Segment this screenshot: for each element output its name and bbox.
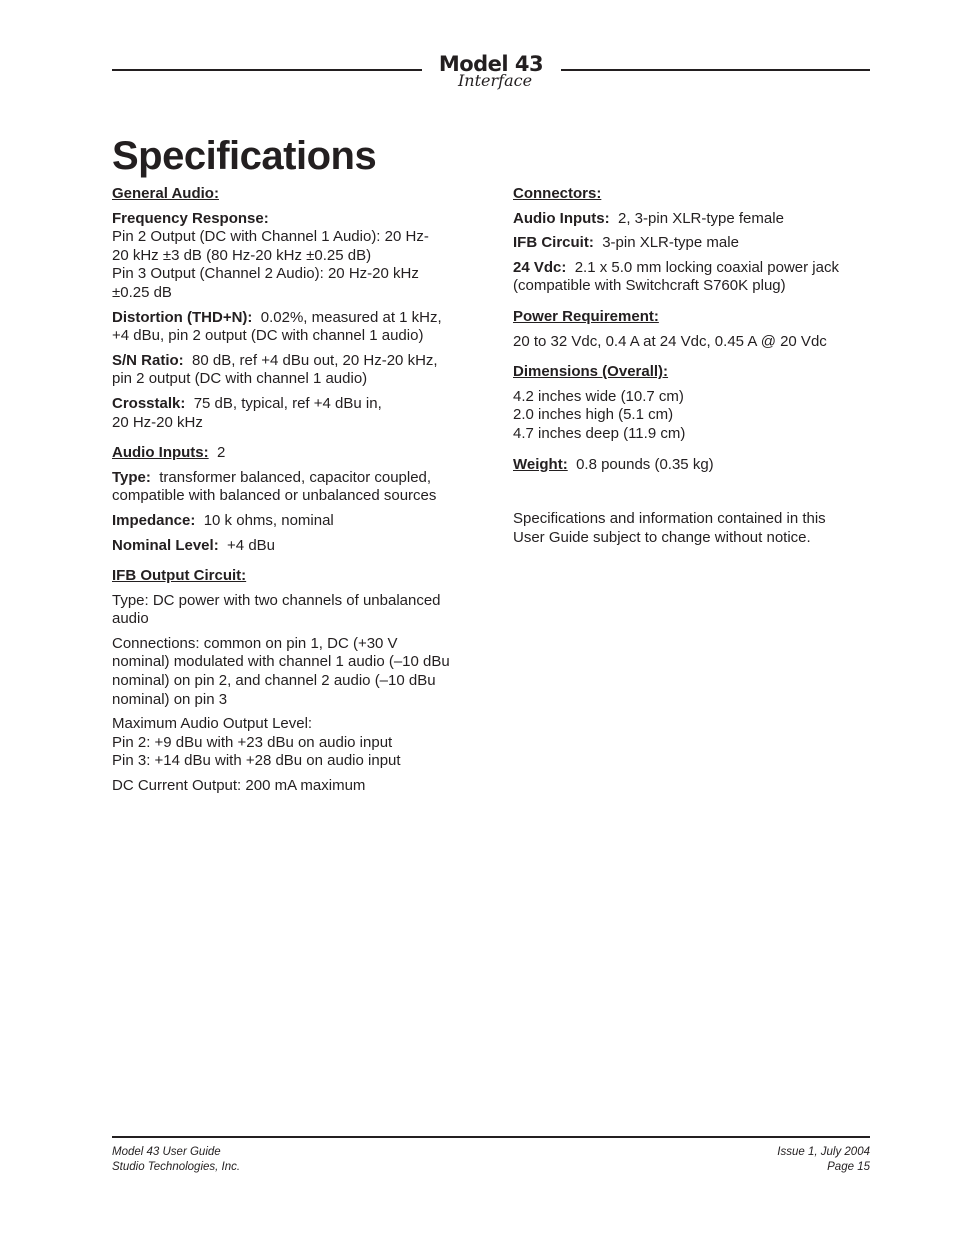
frequency-line: Pin 2 Output (DC with Channel 1 Audio): 20 Hz-: [112, 228, 429, 246]
connections-line: nominal) modulated with channel 1 audio (–10 dBu: [112, 653, 450, 671]
crosstalk-value: 75 dB, typical, ref +4 dBu in,: [193, 394, 382, 412]
ifb-type-line: Type: DC power with two channels of unbalanced: [112, 591, 441, 609]
connections-line: Connections: common on pin 1, DC (+30 V: [112, 634, 398, 652]
dimension-line: 2.0 inches high (5.1 cm): [513, 406, 674, 424]
right-column: [513, 185, 873, 553]
dimension-line: 4.2 inches wide (10.7 cm): [513, 387, 684, 405]
connector-ifb-value: 3-pin XLR-type male: [602, 234, 739, 252]
distortion-value: 0.02%, measured at 1 kHz,: [260, 308, 442, 326]
frequency-line: ±0.25 dB: [112, 283, 172, 301]
footer-right: [777, 1145, 870, 1174]
type-value: compatible with balanced or unbalanced sources: [112, 487, 437, 505]
ifb-dc-current: [112, 777, 482, 796]
frequency-response-label: Frequency Response:: [112, 209, 269, 227]
connector-24vdc-value: 2.1 x 5.0 mm locking coaxial power jack: [574, 258, 839, 276]
logo-subtitle: Interface: [457, 71, 533, 90]
section-weight: [513, 456, 873, 475]
notice-line: User Guide subject to change without notice.: [513, 528, 811, 546]
connections-line: nominal) on pin 3: [112, 690, 228, 708]
spec-crosstalk: [112, 395, 482, 432]
footer-company: Studio Technologies, Inc.: [112, 1160, 241, 1173]
audio-inputs-value: 2: [217, 444, 226, 462]
connector-24vdc-value: (compatible with Switchcraft S760K plug): [513, 277, 786, 295]
section-dimensions: Dimensions (Overall):: [513, 363, 669, 381]
footer-guide-name: Model 43 User Guide: [112, 1146, 221, 1158]
connector-24vdc-label: 24 Vdc:: [513, 258, 567, 276]
audio-inputs-label: Audio Inputs:: [112, 444, 209, 462]
spec-sn-ratio: [112, 352, 482, 389]
dimension-line: 4.7 inches deep (11.9 cm): [513, 424, 686, 442]
weight-value: 0.8 pounds (0.35 kg): [576, 455, 714, 473]
spec-impedance: [112, 512, 482, 531]
notice-line: Specifications and information contained in this: [513, 510, 826, 528]
nominal-level-value: +4 dBu: [227, 536, 276, 554]
frequency-line: 20 kHz ±3 dB (80 Hz-20 kHz ±0.25 dB): [112, 246, 372, 264]
logo-model-text: Model 43: [438, 52, 544, 76]
section-connectors: Connectors:: [513, 185, 602, 202]
connector-ifb-label: IFB Circuit:: [513, 234, 594, 252]
section-ifb-output-circuit: IFB Output Circuit:: [112, 567, 247, 585]
spec-connector-24vdc: [513, 259, 873, 296]
dimensions-values: [513, 388, 873, 444]
sn-ratio-value: 80 dB, ref +4 dBu out, 20 Hz-20 kHz,: [192, 351, 438, 369]
type-label: Type:: [112, 468, 151, 486]
footer-rule: [112, 1136, 870, 1138]
impedance-value: 10 k ohms, nominal: [203, 511, 334, 529]
spec-distortion: [112, 309, 482, 346]
section-audio-inputs: [112, 444, 482, 463]
frequency-line: Pin 3 Output (Channel 2 Audio): 20 Hz-20 kHz: [112, 265, 419, 283]
max-output-line: Pin 3: +14 dBu with +28 dBu on audio input: [112, 752, 401, 770]
model-43-logo: [426, 52, 556, 89]
dc-current-line: DC Current Output: 200 mA maximum: [112, 777, 366, 795]
sn-ratio-label: S/N Ratio:: [112, 351, 184, 369]
section-power-requirement: Power Requirement:: [513, 307, 659, 325]
sn-ratio-value: pin 2 output (DC with channel 1 audio): [112, 370, 368, 388]
crosstalk-label: Crosstalk:: [112, 394, 186, 412]
distortion-value: +4 dBu, pin 2 output (DC with channel 1 audio): [112, 327, 424, 345]
crosstalk-value: 20 Hz-20 kHz: [112, 413, 203, 431]
max-output-line: Pin 2: +9 dBu with +23 dBu on audio input: [112, 733, 393, 751]
spec-type: [112, 469, 482, 506]
spec-connector-ifb-circuit: [513, 234, 873, 253]
connector-audio-inputs-value: 2, 3-pin XLR-type female: [618, 209, 784, 227]
header-rule-left: [112, 69, 422, 71]
footer-issue: Issue 1, July 2004: [777, 1146, 870, 1158]
spec-connector-audio-inputs: [513, 210, 873, 229]
nominal-level-label: Nominal Level:: [112, 536, 219, 554]
spec-frequency-response: [112, 210, 482, 303]
type-value: transformer balanced, capacitor coupled,: [159, 468, 432, 486]
power-requirement-value: 20 to 32 Vdc, 0.4 A at 24 Vdc, 0.45 A @ 20 Vdc: [513, 332, 827, 350]
connections-line: nominal) on pin 2, and channel 2 audio (–10 dBu: [112, 672, 436, 690]
footer-page-number: Page 15: [827, 1160, 870, 1173]
ifb-connections: [112, 635, 482, 709]
page-title: Specifications: [112, 134, 377, 178]
footer-left: [112, 1145, 240, 1174]
section-general-audio: General Audio:: [112, 185, 219, 202]
distortion-label: Distortion (THD+N):: [112, 308, 253, 326]
spec-nominal-level: [112, 537, 482, 556]
impedance-label: Impedance:: [112, 511, 196, 529]
weight-label: Weight:: [513, 455, 568, 473]
connector-audio-inputs-label: Audio Inputs:: [513, 209, 610, 227]
ifb-type-line: audio: [112, 610, 149, 628]
ifb-max-output: [112, 715, 482, 771]
left-column: [112, 185, 482, 802]
max-output-line: Maximum Audio Output Level:: [112, 715, 313, 733]
ifb-type: [112, 592, 482, 629]
change-notice: [513, 510, 873, 547]
header-rule-right: [561, 69, 870, 71]
